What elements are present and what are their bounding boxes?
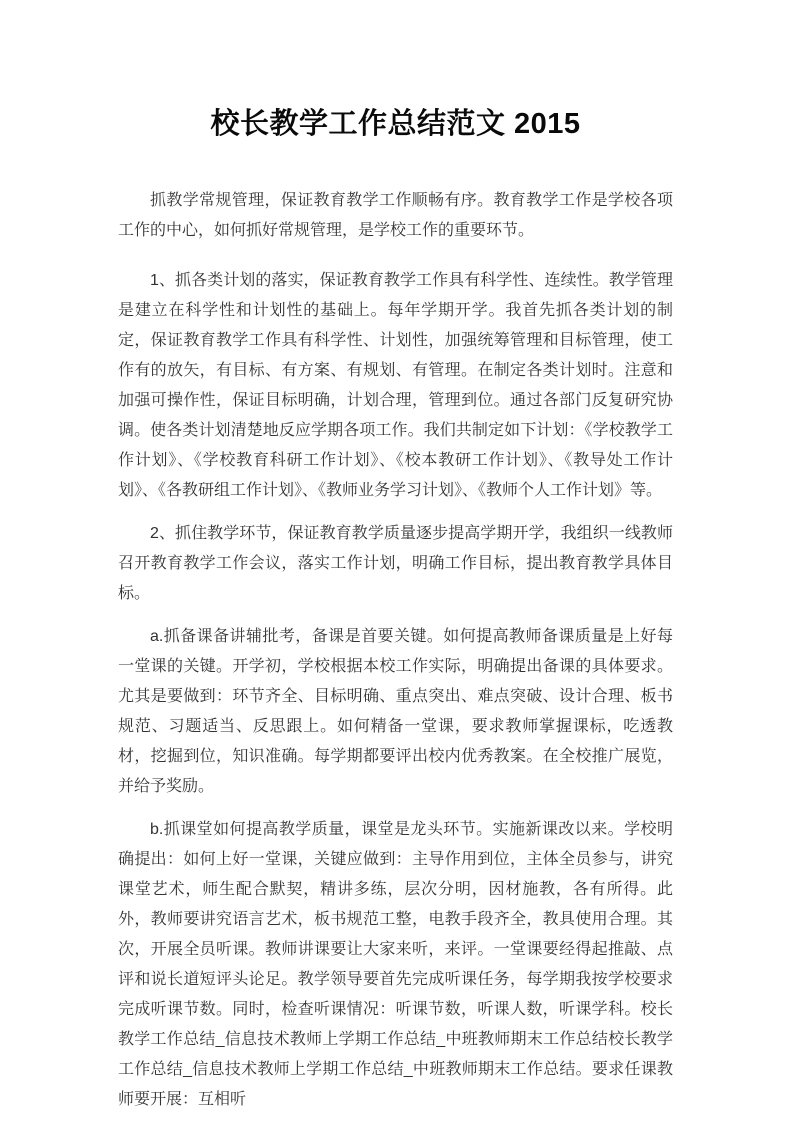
paragraph: 1、抓各类计划的落实，保证教育教学工作具有科学性、连续性。教学管理是建立在科学性和计划性的基础上。每年学期开学。我首先抓各类计划的制定，保证教育教学工作具有科学性、计划性，加强统筹管理和目标管理，使工作有的放矢，有目标、有方案、有规划、有管理。在制定各类计划时。注意和加强可操作性，保证目标明确，计划合理，管理到位。通过各部门反复研究协调。使各类计划清楚地反应学期各项工作。我们共制定如下计划：《学校教学工作计划》、《学校教育科研工作计划》、《校本教研工作计划》、《教导处工作计划》、《各教研组工作计划》、《教师业务学习计划》、《教师个人工作计划》等。 bbox=[118, 272, 673, 499]
document-body bbox=[118, 186, 673, 1115]
paragraph: a.抓备课备讲辅批考，备课是首要关键。如何提高教师备课质量是上好每一堂课的关键。开学初，学校根据本校工作实际，明确提出备课的具体要求。尤其是要做到：环节齐全、目标明确、重点突出、难点突破、设计合理、板书规范、习题适当、反思跟上。如何精备一堂课，要求教师掌握课标，吃透教材，挖掘到位，知识准确。每学期都要评出校内优秀教案。在全校推广展览，并给予奖励。 bbox=[118, 628, 673, 795]
paragraph: 抓教学常规管理，保证教育教学工作顺畅有序。教育教学工作是学校各项工作的中心，如何抓好常规管理，是学校工作的重要环节。 bbox=[118, 192, 673, 239]
paragraph: b.抓课堂如何提高教学质量，课堂是龙头环节。实施新课改以来。学校明确提出：如何上好一堂课，关键应做到：主导作用到位，主体全员参与，讲究课堂艺术，师生配合默契，精讲多练，层次分明，因材施教，各有所得。此外，教师要讲究语言艺术，板书规范工整，电教手段齐全，教具使用合理。其次，开展全员听课。教师讲课要让大家来听，来评。一堂课要经得起推敲、点评和说长道短评头论足。教学领导要首先完成听课任务，每学期我按学校要求完成听课节数。同时，检查听课情况：听课节数，听课人数，听课学科。校长教学工作总结_信息技术教师上学期工作总结_中班教师期末工作总结校长教学工作总结_信息技术教师上学期工作总结_中班教师期末工作总结。要求任课教师要开展：互相听 bbox=[118, 821, 673, 1108]
paragraph: 2、抓住教学环节，保证教育教学质量逐步提高学期开学，我组织一线教师召开教育教学工作会议，落实工作计划，明确工作目标，提出教育教学具体目标。 bbox=[118, 525, 673, 602]
document-title: 校长教学工作总结范文 2015 bbox=[210, 108, 581, 140]
